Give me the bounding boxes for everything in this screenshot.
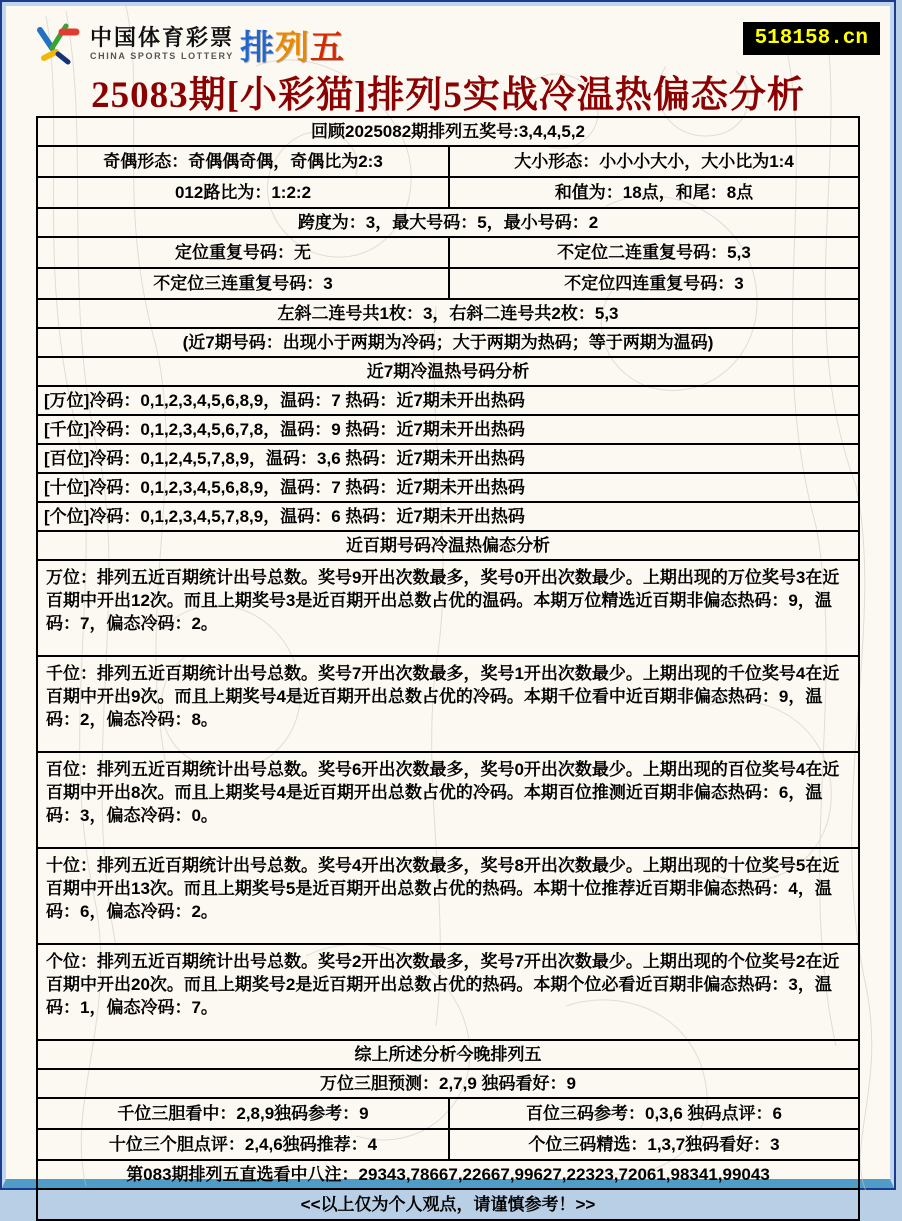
brand-char-lie: 列 bbox=[275, 29, 311, 67]
table-cell-right: 和值为：18点，和尾：8点 bbox=[448, 178, 858, 207]
logo-chinese-name: 中国体育彩票 bbox=[90, 25, 235, 50]
table-row bbox=[38, 269, 858, 300]
table-cell-left: 奇偶形态：奇偶偶奇偶，奇偶比为2:3 bbox=[103, 152, 383, 171]
site-badge-link[interactable]: 518158.cn bbox=[743, 22, 880, 55]
table-cell-left: 十位三个胆点评：2,4,6独码推荐：4 bbox=[108, 1135, 378, 1154]
brand-char-wu: 五 bbox=[310, 29, 346, 67]
page-title: 25083期[小彩猫]排列5实战冷温热偏态分析 bbox=[91, 75, 805, 116]
table-row bbox=[38, 1099, 858, 1130]
table-cell-right: 个位三码精选：1,3,7独码看好：3 bbox=[448, 1130, 858, 1159]
china-sports-lottery-logo bbox=[32, 18, 345, 70]
table-row: <<以上仅为个人观点，请谨慎参考！>> bbox=[300, 1195, 596, 1214]
table-row bbox=[38, 238, 858, 269]
table-row: (近7期号码：出现小于两期为冷码；大于两期为热码；等于两期为温码) bbox=[38, 329, 858, 358]
table-row: 综上所述分析今晚排列五 bbox=[38, 1041, 858, 1070]
table-row: [万位]冷码：0,1,2,3,4,5,6,8,9，温码：7 热码：近7期未开出热码 bbox=[38, 387, 858, 416]
page-frame-inner bbox=[2, 2, 894, 1214]
table-cell-left: 不定位三连重复号码：3 bbox=[153, 274, 333, 293]
table-cell-right: 百位三码参考：0,3,6 独码点评：6 bbox=[448, 1099, 858, 1128]
table-row: 万位：排列五近百期统计出号总数。奖号9开出次数最多，奖号0开出次数最少。上期出现的万位奖号3在近百期中开出12次。而且上期奖号3是近百期开出总数占优的温码。本期万位精选近百期非偏态热码：9，温码：7，偏态冷码：2。 bbox=[38, 561, 858, 657]
table-cell-right: 大小形态：小小小大小，大小比为1:4 bbox=[448, 147, 858, 176]
table-cell-left: 千位三胆看中：2,8,9独码参考：9 bbox=[117, 1104, 369, 1123]
table-row: 千位：排列五近百期统计出号总数。奖号7开出次数最多，奖号1开出次数最少。上期出现的千位奖号4在近百期中开出9次。而且上期奖号4是近百期开出总数占优的冷码。本期千位看中近百期非偏态热码：9，温码：2，偏态冷码：8。 bbox=[38, 657, 858, 753]
table-row: [千位]冷码：0,1,2,3,4,5,6,7,8，温码：9 热码：近7期未开出热码 bbox=[38, 416, 858, 445]
logo-brand-pailiewu bbox=[240, 20, 345, 69]
table-row: 近百期号码冷温热偏态分析 bbox=[38, 532, 858, 561]
table-row: [十位]冷码：0,1,2,3,4,5,6,8,9，温码：7 热码：近7期未开出热码 bbox=[38, 474, 858, 503]
table-row: 百位：排列五近百期统计出号总数。奖号6开出次数最多，奖号0开出次数最少。上期出现的百位奖号4在近百期中开出8次。而且上期奖号4是近百期开出总数占优的冷码。本期百位推测近百期非偏态热码：6，温码：3，偏态冷码：0。 bbox=[38, 753, 858, 849]
table-row: [百位]冷码：0,1,2,4,5,7,8,9，温码：3,6 热码：近7期未开出热码 bbox=[38, 445, 858, 474]
analysis-table bbox=[36, 116, 860, 1221]
lottery-checkmark-icon bbox=[32, 18, 84, 70]
table-cell-left: 012路比为：1:2:2 bbox=[174, 183, 312, 202]
logo-text bbox=[90, 27, 234, 61]
table-row: 十位：排列五近百期统计出号总数。奖号4开出次数最多，奖号8开出次数最少。上期出现的十位奖号5在近百期中开出13次。而且上期奖号5是近百期开出总数占优的热码。本期十位推荐近百期非偏态热码：4，温码：6，偏态冷码：2。 bbox=[38, 849, 858, 945]
table-row: 左斜二连号共1枚：3，右斜二连号共2枚：5,3 bbox=[38, 300, 858, 329]
table-cell-right: 不定位四连重复号码：3 bbox=[448, 269, 858, 298]
table-cell-left: 定位重复号码：无 bbox=[175, 243, 311, 262]
table-row: 回顾2025082期排列五奖号:3,4,4,5,2 bbox=[38, 118, 858, 147]
table-row bbox=[38, 1130, 858, 1161]
logo-english-name: CHINA SPORTS LOTTERY bbox=[90, 51, 234, 61]
brand-char-pai: 排 bbox=[240, 29, 276, 67]
table-row bbox=[38, 178, 858, 209]
table-row: 第083期排列五直选看中八注：29343,78667,22667,99627,22323,72061,98341,99043 bbox=[38, 1161, 858, 1190]
table-row: 个位：排列五近百期统计出号总数。奖号2开出次数最多，奖号7开出次数最少。上期出现的个位奖号2在近百期中开出20次。而且上期奖号2是近百期开出总数占优的热码。本期个位必看近百期非偏态热码：3，温码：1，偏态冷码：7。 bbox=[38, 945, 858, 1041]
table-cell-right: 不定位二连重复号码：5,3 bbox=[448, 238, 858, 267]
table-row: 近7期冷温热号码分析 bbox=[38, 358, 858, 387]
table-row bbox=[38, 147, 858, 178]
table-row: 万位三胆预测：2,7,9 独码看好：9 bbox=[38, 1070, 858, 1099]
table-row: [个位]冷码：0,1,2,3,4,5,7,8,9，温码：6 热码：近7期未开出热码 bbox=[38, 503, 858, 532]
table-row: 跨度为：3，最大号码：5，最小号码：2 bbox=[38, 209, 858, 238]
page-header bbox=[6, 6, 890, 116]
